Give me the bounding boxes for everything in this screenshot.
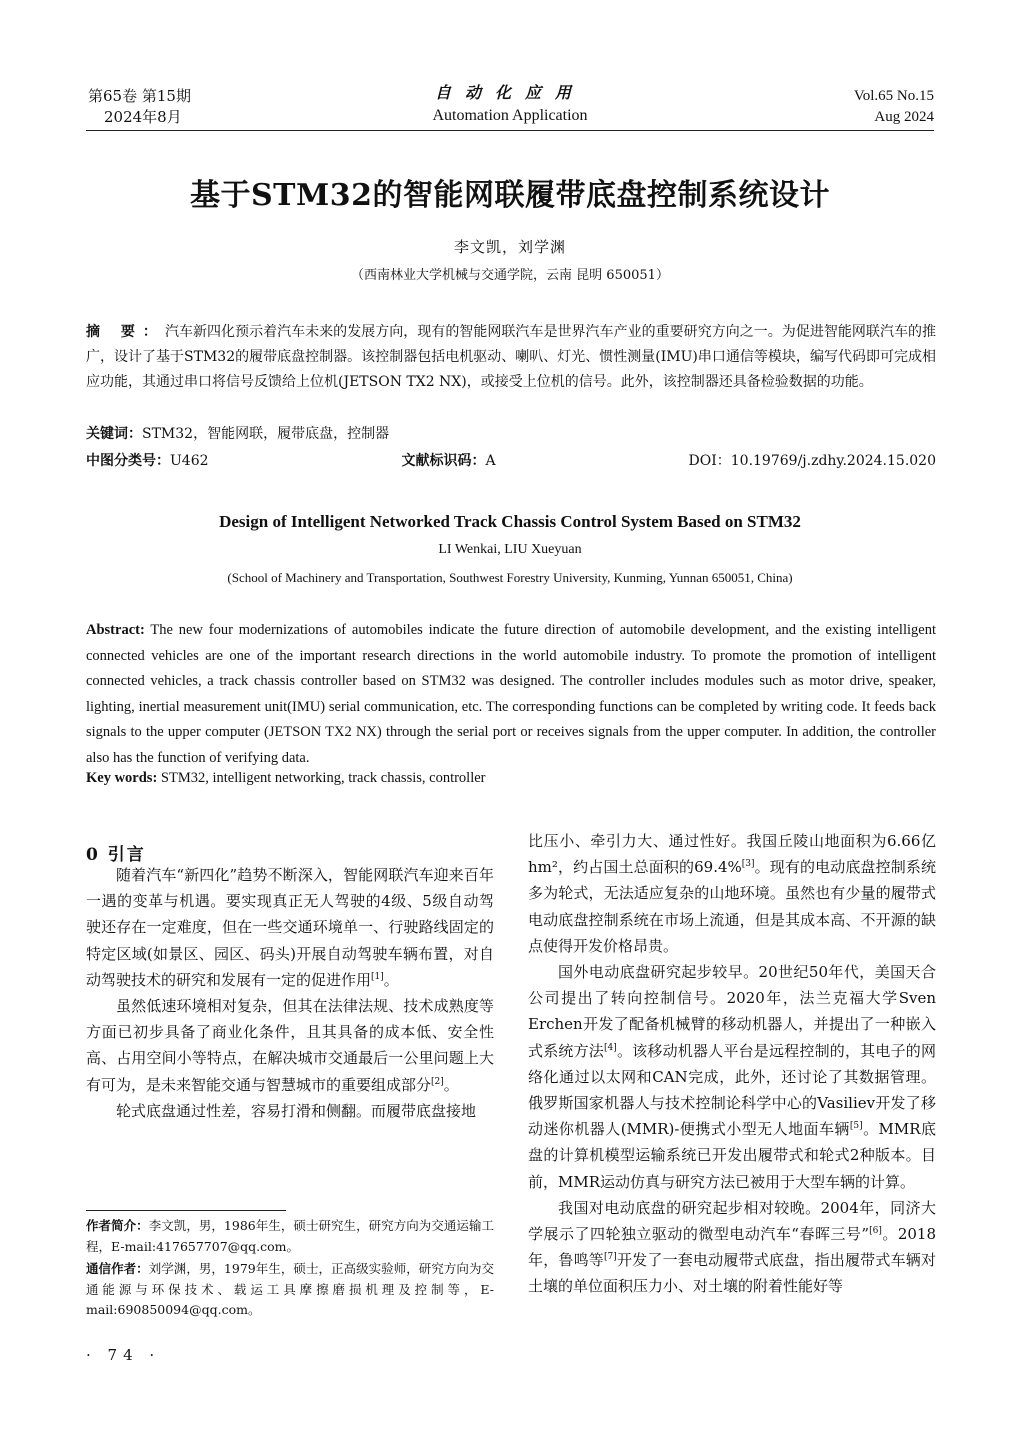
doi: DOI：10.19769/j.zdhy.2024.15.020: [688, 453, 936, 469]
keywords-cn-label: 关键词：: [86, 426, 142, 442]
page-number: · 74 ·: [86, 1346, 161, 1364]
keywords-cn: [86, 424, 389, 444]
clc-number: 中图分类号：U462: [86, 453, 209, 469]
document-code: 文献标识码：A: [401, 453, 496, 469]
journal-name: [380, 80, 640, 125]
affiliation-en: (School of Machinery and Transportation, Southwest Forestry University, Kunming, Yunnan 650051, China): [227, 570, 793, 585]
section-heading-introduction: 0 引言: [86, 845, 146, 865]
paragraph: 随着汽车“新四化”趋势不断深入，智能网联汽车迎来百年一遇的变革与机遇。要实现真正无人驾驶的4级、5级自动驾驶还存在一定难度，但在一些交通环境单一、行驶路线固定的特定区域(如景区、园区、码头)开展自动驾驶车辆布置，对自动驾驶技术的研究和发展有一定的促进作用[1]。: [86, 866, 494, 989]
authors: 李文凯，刘学渊: [453, 238, 566, 256]
affiliation: （西南林业大学机械与交通学院，云南 昆明 650051）: [351, 268, 669, 283]
citation: [1]: [371, 971, 384, 982]
keywords-cn-text: STM32，智能网联，履带底盘，控制器: [142, 426, 390, 442]
keywords-en-text: STM32, intelligent networking, track chassis, controller: [160, 770, 486, 786]
abstract-en: [86, 618, 936, 771]
author-footnote: [86, 1216, 494, 1323]
volume-issue-en: Vol.65 No.15: [853, 88, 934, 104]
paragraph: 轮式底盘通过性差，容易打滑和侧翻。而履带底盘接地: [116, 1101, 477, 1120]
author-bio: 作者简介：李文凯，男，1986年生，硕士研究生，研究方向为交通运输工程，E-mail:417657707@qq.com。: [86, 1218, 494, 1254]
keywords-en: [86, 770, 486, 787]
citation: [3]: [741, 859, 755, 870]
citation: [7]: [604, 1252, 617, 1263]
paper-title-en: Design of Intelligent Networked Track Chassis Control System Based on STM32: [219, 512, 801, 531]
paper-title: 基于STM32的智能网联履带底盘控制系统设计: [190, 178, 830, 213]
citation: [2]: [431, 1076, 444, 1087]
citation: [4]: [604, 1042, 617, 1053]
volume-issue: 第65卷 第15期: [88, 87, 191, 105]
footnote-divider: [86, 1210, 286, 1211]
authors-en: LI Wenkai, LIU Xueyuan: [438, 542, 582, 557]
abstract-en-label: Abstract:: [86, 622, 145, 638]
issue-info: [88, 86, 191, 128]
header-divider: [86, 130, 934, 131]
classification-row: [86, 450, 936, 470]
paragraph: 虽然低速环境相对复杂，但其在法律法规、技术成熟度等方面已初步具备了商业化条件，且其具备的成本低、安全性高、占用空间小等特点，在解决城市交通最后一公里问题上大有可为，是未来智能交通与智慧城市的重要组成部分[2]。: [86, 997, 494, 1094]
abstract-cn-label: 摘 要：: [86, 324, 165, 340]
paragraph: 比压小、牵引力大、通过性好。我国丘陵山地面积为6.66亿hm²，约占国土总面积的69.4%[3]。现有的电动底盘控制系统多为轮式，无法适应复杂的山地环境。虽然也有少量的履带式电动底盘控制系统在市场上流通，但是其成本高、不开源的缺点使得开发价格昂贵。: [528, 832, 936, 955]
abstract-cn: [86, 320, 936, 395]
corresponding-author: 通信作者：刘学渊，男，1979年生，硕士，正高级实验师，研究方向为交通能源与环保技术、载运工具摩擦磨损机理及控制等，E-mail:690850094@qq.com。: [86, 1261, 494, 1317]
citation: [6]: [869, 1226, 882, 1237]
journal-name-cn: 自动化应用: [434, 83, 585, 102]
introduction-left-column: [86, 862, 494, 1124]
journal-name-en: Automation Application: [432, 107, 588, 124]
abstract-cn-text: 汽车新四化预示着汽车未来的发展方向，现有的智能网联汽车是世界汽车产业的重要研究方向之一。为促进智能网联汽车的推广，设计了基于STM32的履带底盘控制器。该控制器包括电机驱动、喇叭、灯光、惯性测量(IMU)串口通信等模块，编写代码即可完成相应功能，其通过串口将信号反馈给上位机(JETSON TX2 NX)，或接受上位机的信号。此外，该控制器还具备检验数据的功能。: [86, 324, 936, 390]
paragraph: 我国对电动底盘的研究起步相对较晚。2004年，同济大学展示了四轮独立驱动的微型电动汽车“春晖三号”[6]。2018年，鲁鸣等[7]开发了一套电动履带式底盘，指出履带式车辆对土壤的单位面积压力小、对土壤的附着性能好等: [528, 1198, 936, 1296]
citation: [5]: [849, 1121, 863, 1132]
abstract-en-text: The new four modernizations of automobiles indicate the future direction of automobile development, and the existing intelligent connected vehicles are one of the important research directions in the world automobile industry. To promote the promotion of intelligent connected vehicles, a track chassis controller based on STM32 was designed. The controller includes modules such as motor drive, speaker, lighting, inertial measurement unit(IMU) serial communication, etc. The corresponding functions can be completed by writing code. It feeds back signals to the upper computer (JETSON TX2 NX) through the serial port or receives signals from the upper computer. In addition, the controller also has the function of verifying data.: [86, 622, 936, 766]
issue-info-en: [854, 86, 934, 128]
issue-date-en: Aug 2024: [874, 109, 934, 125]
issue-date: 2024年8月: [104, 108, 182, 126]
paragraph: 国外电动底盘研究起步较早。20世纪50年代，美国天合公司提出了转向控制信号。2020年，法兰克福大学Sven Erchen开发了配备机械臂的移动机器人，并提出了一种嵌入式系统方法[4]。该移动机器人平台是远程控制的，其电子的网络化通过以太网和CAN完成，此外，还讨论了其数据管理。俄罗斯国家机器人与技术控制论科学中心的Vasiliev开发了移动迷你机器人(MMR)-便携式小型无人地面车辆[5]。MMR底盘的计算机模型运输系统已开发出履带式和轮式2种版本。目前，MMR运动仿真与研究方法已被用于大型车辆的计算。: [528, 963, 937, 1191]
keywords-en-label: Key words:: [86, 770, 158, 786]
introduction-right-column: [528, 828, 936, 1300]
